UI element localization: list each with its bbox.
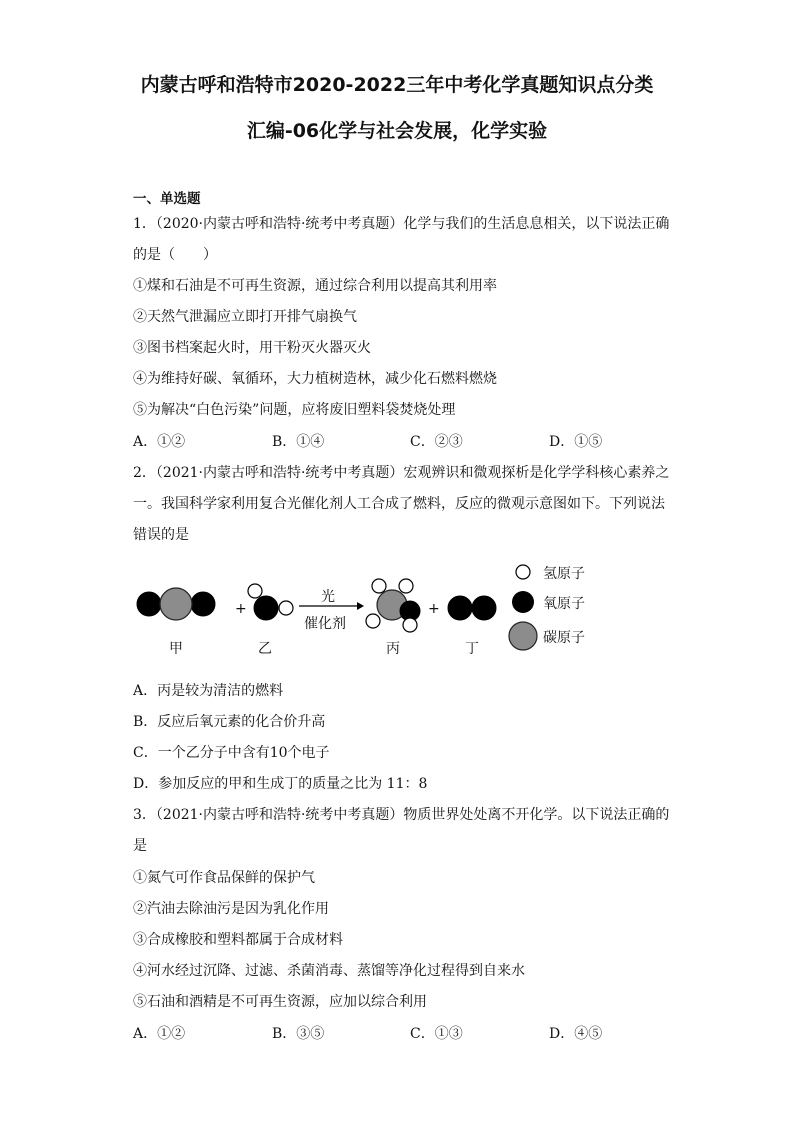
section-heading: 一、单选题 [133,191,201,207]
q3-item-5: ⑤石油和酒精是不可再生资源，应加以综合利用 [133,994,427,1010]
label-bing: 丙 [386,641,400,657]
q3-option-a: A．①② [133,1026,186,1042]
label-ding: 丁 [465,641,479,657]
q3-item-2: ②汽油去除油污是因为乳化作用 [133,901,329,917]
q2-stem-line2: 一。我国科学家利用复合光催化剂人工合成了燃料，反应的微观示意图如下。下列说法 [133,496,665,512]
q1-option-b: B．①④ [272,434,325,450]
label-jia: 甲 [169,641,183,657]
legend-hydrogen-icon [516,565,530,579]
q2-option-a: A．丙是较为清洁的燃料 [133,683,284,699]
q1-item-5: ⑤为解决“白色污染”问题，应将废旧塑料袋焚烧处理 [133,402,456,418]
q3-stem-line1: 3．（2021·内蒙古呼和浩特·统考中考真题）物质世界处处离不开化学。以下说法正确的 [133,807,670,823]
reaction-diagram [0,558,794,668]
q2-option-c: C．一个乙分子中含有10个电子 [133,745,330,761]
arrow-head-icon [357,602,364,610]
q1-option-a: A．①② [133,434,186,450]
q1-item-4: ④为维持好碳、氧循环，大力植树造林，减少化石燃料燃烧 [133,371,497,387]
q3-option-d: D．④⑤ [549,1026,603,1042]
q1-item-1: ①煤和石油是不可再生资源，通过综合利用以提高其利用率 [133,278,497,294]
q1-item-3: ③图书档案起火时，用干粉灭火器灭火 [133,340,371,356]
document-title-line1: 内蒙古呼和浩特市2020-2022三年中考化学真题知识点分类 [140,74,654,96]
molecule-bing [366,579,420,632]
q3-option-c: C．①③ [410,1026,463,1042]
q1-item-2: ②天然气泄漏应立即打开排气扇换气 [133,309,357,325]
molecule-jia [137,588,215,620]
q2-stem-line1: 2．（2021·内蒙古呼和浩特·统考中考真题）宏观辨识和微观探析是化学学科核心素养之 [133,465,670,481]
q1-stem-line1: 1．（2020·内蒙古呼和浩特·统考中考真题）化学与我们的生活息息相关，以下说法正确 [133,216,670,232]
molecule-yi [248,584,293,620]
q2-option-b: B．反应后氧元素的化合价升高 [133,714,326,730]
arrow-condition-catalyst: 催化剂 [304,616,346,632]
legend-oxygen-label: 氧原子 [543,596,585,612]
q3-item-1: ①氮气可作食品保鲜的保护气 [133,870,315,886]
q2-stem-line3: 错误的是 [133,527,189,543]
q3-option-b: B．③⑤ [272,1026,325,1042]
plus-sign-2: + [428,601,440,617]
legend-hydrogen-label: 氢原子 [543,566,585,582]
legend-carbon-icon [509,622,537,650]
q1-option-c: C．②③ [410,434,463,450]
molecule-ding [448,596,496,620]
q1-option-d: D．①⑤ [549,434,603,450]
q1-stem-line2: 的是（ ） [133,247,217,263]
q3-item-4: ④河水经过沉降、过滤、杀菌消毒、蒸馏等净化过程得到自来水 [133,963,525,979]
q3-stem-line2: 是 [133,838,147,854]
legend-oxygen-icon [512,591,534,613]
q3-item-3: ③合成橡胶和塑料都属于合成材料 [133,932,343,948]
arrow-condition-light: 光 [321,589,335,605]
q2-option-d: D．参加反应的甲和生成丁的质量之比为 11：8 [133,776,428,792]
document-title-line2: 汇编-06化学与社会发展，化学实验 [246,120,548,142]
plus-sign-1: + [235,601,247,617]
label-yi: 乙 [258,641,272,657]
legend-carbon-label: 碳原子 [543,630,585,646]
